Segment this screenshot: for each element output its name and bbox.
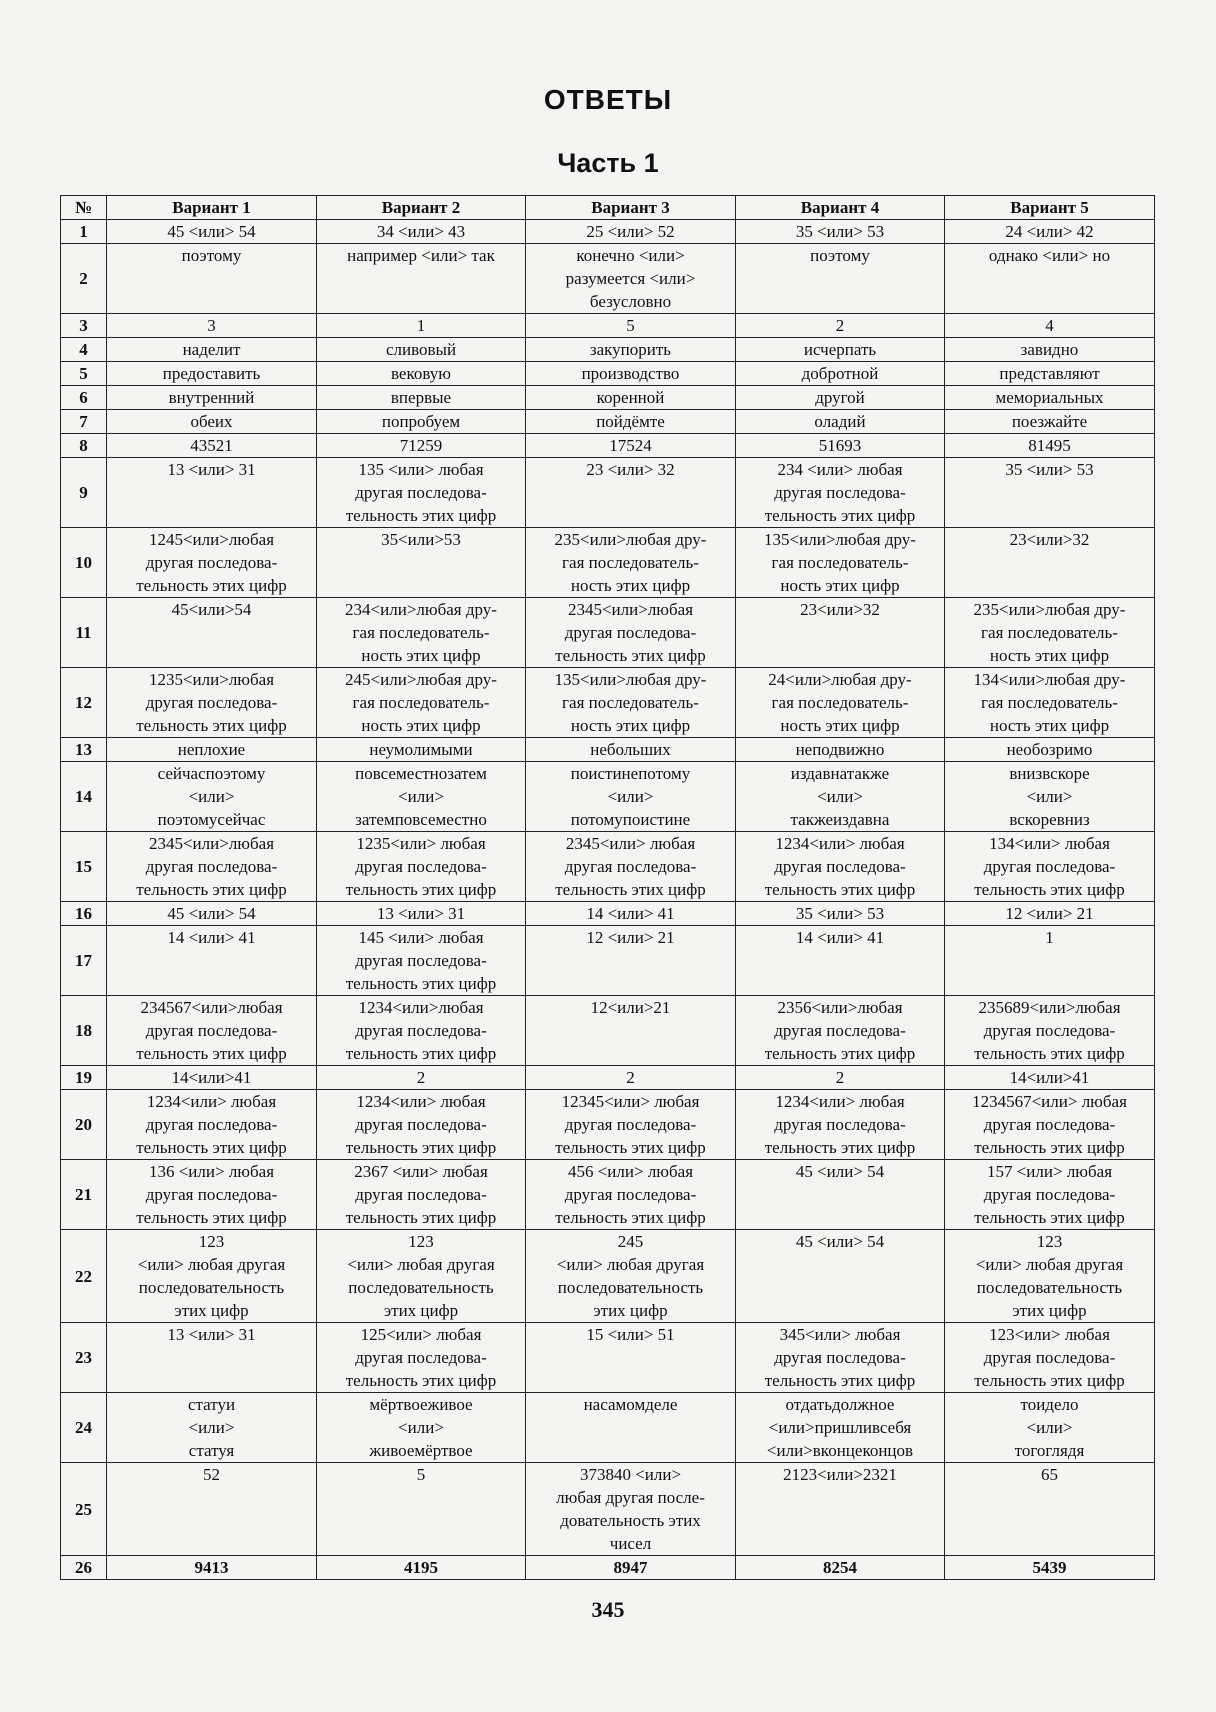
table-row [61, 926, 1155, 996]
answer-cell-variant-3: 135<или>любая дру- гая последователь- ность этих цифр [526, 668, 736, 738]
table-row [61, 1556, 1155, 1580]
row-number: 23 [61, 1323, 107, 1393]
answer-cell-variant-2: впервые [317, 386, 526, 410]
header-variant-1: Вариант 1 [107, 196, 317, 220]
answer-cell-variant-4: исчерпать [736, 338, 945, 362]
answer-cell-variant-1: 45 <или> 54 [107, 220, 317, 244]
answer-cell-variant-2: 245<или>любая дру- гая последователь- ность этих цифр [317, 668, 526, 738]
answer-cell-variant-5: 235689<или>любая другая последова- тельность этих цифр [945, 996, 1155, 1066]
answer-cell-variant-1: 1245<или>любая другая последова- тельность этих цифр [107, 528, 317, 598]
answer-cell-variant-4: другой [736, 386, 945, 410]
answer-cell-variant-2: сливовый [317, 338, 526, 362]
answer-cell-variant-3: 15 <или> 51 [526, 1323, 736, 1393]
row-number: 18 [61, 996, 107, 1066]
answer-cell-variant-1: 123 <или> любая другая последовательность этих цифр [107, 1230, 317, 1323]
table-row [61, 598, 1155, 668]
answer-cell-variant-5: мемориальных [945, 386, 1155, 410]
answer-cell-variant-1: сейчаспоэтому <или> поэтомусейчас [107, 762, 317, 832]
answer-cell-variant-2: 1 [317, 314, 526, 338]
answer-cell-variant-2: 71259 [317, 434, 526, 458]
answer-cell-variant-2: 125<или> любая другая последова- тельность этих цифр [317, 1323, 526, 1393]
row-number: 8 [61, 434, 107, 458]
row-number: 20 [61, 1090, 107, 1160]
answer-cell-variant-2: 4195 [317, 1556, 526, 1580]
table-row [61, 1393, 1155, 1463]
row-number: 15 [61, 832, 107, 902]
answer-cell-variant-5: тоидело <или> тогоглядя [945, 1393, 1155, 1463]
row-number: 10 [61, 528, 107, 598]
answer-cell-variant-1: 52 [107, 1463, 317, 1556]
row-number: 17 [61, 926, 107, 996]
answers-body [61, 220, 1155, 1580]
answer-cell-variant-4: 14 <или> 41 [736, 926, 945, 996]
answer-cell-variant-5: однако <или> но [945, 244, 1155, 314]
table-row [61, 1066, 1155, 1090]
answer-cell-variant-4: 24<или>любая дру- гая последователь- ность этих цифр [736, 668, 945, 738]
table-row [61, 1160, 1155, 1230]
answer-cell-variant-3: коренной [526, 386, 736, 410]
answer-cell-variant-3: поистинепотому <или> потомупоистине [526, 762, 736, 832]
answer-cell-variant-4: 2 [736, 314, 945, 338]
row-number: 1 [61, 220, 107, 244]
answer-cell-variant-5: поезжайте [945, 410, 1155, 434]
answer-cell-variant-3: 12<или>21 [526, 996, 736, 1066]
answer-cell-variant-5: 1 [945, 926, 1155, 996]
row-number: 24 [61, 1393, 107, 1463]
answer-cell-variant-5: внизвскоре <или> вскоревниз [945, 762, 1155, 832]
answer-cell-variant-5: 14<или>41 [945, 1066, 1155, 1090]
answer-cell-variant-4: 51693 [736, 434, 945, 458]
answer-cell-variant-5: 24 <или> 42 [945, 220, 1155, 244]
answers-table [60, 195, 1155, 1580]
answer-cell-variant-4: неподвижно [736, 738, 945, 762]
table-row [61, 1463, 1155, 1556]
answer-cell-variant-4: 135<или>любая дру- гая последователь- ность этих цифр [736, 528, 945, 598]
answer-cell-variant-1: 2345<или>любая другая последова- тельность этих цифр [107, 832, 317, 902]
answer-cell-variant-1: 14<или>41 [107, 1066, 317, 1090]
answer-cell-variant-3: 2345<или>любая другая последова- тельность этих цифр [526, 598, 736, 668]
answer-cell-variant-5: 157 <или> любая другая последова- тельность этих цифр [945, 1160, 1155, 1230]
answer-cell-variant-2: 234<или>любая дру- гая последователь- ность этих цифр [317, 598, 526, 668]
answer-cell-variant-4: 35 <или> 53 [736, 902, 945, 926]
answer-cell-variant-4: 2 [736, 1066, 945, 1090]
page-title: ОТВЕТЫ [543, 84, 673, 115]
answer-cell-variant-3: 456 <или> любая другая последова- тельность этих цифр [526, 1160, 736, 1230]
row-number: 7 [61, 410, 107, 434]
answer-cell-variant-1: 136 <или> любая другая последова- тельность этих цифр [107, 1160, 317, 1230]
table-row [61, 762, 1155, 832]
answer-cell-variant-1: поэтому [107, 244, 317, 314]
table-row [61, 458, 1155, 528]
header-variant-5: Вариант 5 [945, 196, 1155, 220]
answer-cell-variant-1: 13 <или> 31 [107, 458, 317, 528]
answer-cell-variant-3: насамомделе [526, 1393, 736, 1463]
row-number: 3 [61, 314, 107, 338]
answer-cell-variant-1: 14 <или> 41 [107, 926, 317, 996]
answer-cell-variant-3: 2345<или> любая другая последова- тельность этих цифр [526, 832, 736, 902]
answer-cell-variant-4: оладий [736, 410, 945, 434]
answer-cell-variant-1: 1234<или> любая другая последова- тельность этих цифр [107, 1090, 317, 1160]
answer-cell-variant-2: 34 <или> 43 [317, 220, 526, 244]
answer-cell-variant-3: закупорить [526, 338, 736, 362]
answer-cell-variant-4: 35 <или> 53 [736, 220, 945, 244]
answer-cell-variant-5: завидно [945, 338, 1155, 362]
row-number: 25 [61, 1463, 107, 1556]
answer-cell-variant-1: 3 [107, 314, 317, 338]
row-number: 6 [61, 386, 107, 410]
answer-cell-variant-3: 235<или>любая дру- гая последователь- ность этих цифр [526, 528, 736, 598]
answer-cell-variant-1: неплохие [107, 738, 317, 762]
table-row [61, 386, 1155, 410]
table-row [61, 338, 1155, 362]
answer-cell-variant-4: 234 <или> любая другая последова- тельность этих цифр [736, 458, 945, 528]
header-number: № [61, 196, 107, 220]
answer-cell-variant-1: статуи <или> статуя [107, 1393, 317, 1463]
answer-cell-variant-3: 373840 <или> любая другая после- довательность этих чисел [526, 1463, 736, 1556]
answer-cell-variant-2: попробуем [317, 410, 526, 434]
answer-cell-variant-1: 234567<или>любая другая последова- тельность этих цифр [107, 996, 317, 1066]
answer-cell-variant-1: предоставить [107, 362, 317, 386]
answer-cell-variant-4: 8254 [736, 1556, 945, 1580]
table-row [61, 738, 1155, 762]
row-number: 21 [61, 1160, 107, 1230]
answer-cell-variant-4: поэтому [736, 244, 945, 314]
answer-cell-variant-2: 5 [317, 1463, 526, 1556]
answer-cell-variant-1: 9413 [107, 1556, 317, 1580]
answer-cell-variant-2: мёртвоеживое <или> живоемёртвое [317, 1393, 526, 1463]
row-number: 13 [61, 738, 107, 762]
table-row [61, 410, 1155, 434]
table-row [61, 434, 1155, 458]
table-row [61, 668, 1155, 738]
table-row [61, 1090, 1155, 1160]
answer-cell-variant-5: 4 [945, 314, 1155, 338]
answer-cell-variant-4: добротной [736, 362, 945, 386]
answer-cell-variant-3: 245 <или> любая другая последовательность этих цифр [526, 1230, 736, 1323]
answer-cell-variant-4: 1234<или> любая другая последова- тельность этих цифр [736, 1090, 945, 1160]
answer-cell-variant-1: 43521 [107, 434, 317, 458]
answer-cell-variant-4: издавнатакже <или> такжеиздавна [736, 762, 945, 832]
row-number: 14 [61, 762, 107, 832]
answer-cell-variant-4: отдатьдолжное <или>пришливсебя <или>вконцеконцов [736, 1393, 945, 1463]
answer-cell-variant-5: 23<или>32 [945, 528, 1155, 598]
answer-cell-variant-5: 12 <или> 21 [945, 902, 1155, 926]
answer-cell-variant-5: 134<или> любая другая последова- тельность этих цифр [945, 832, 1155, 902]
answer-cell-variant-2: 2367 <или> любая другая последова- тельность этих цифр [317, 1160, 526, 1230]
table-row [61, 220, 1155, 244]
row-number: 26 [61, 1556, 107, 1580]
header-variant-4: Вариант 4 [736, 196, 945, 220]
answer-cell-variant-3: 17524 [526, 434, 736, 458]
row-number: 16 [61, 902, 107, 926]
answer-cell-variant-2: 123 <или> любая другая последовательность этих цифр [317, 1230, 526, 1323]
answer-cell-variant-3: конечно <или> разумеется <или> безусловно [526, 244, 736, 314]
table-row [61, 1230, 1155, 1323]
answer-cell-variant-3: 14 <или> 41 [526, 902, 736, 926]
answer-cell-variant-1: 45 <или> 54 [107, 902, 317, 926]
answer-cell-variant-5: 65 [945, 1463, 1155, 1556]
table-header-row [61, 196, 1155, 220]
answer-cell-variant-4: 45 <или> 54 [736, 1230, 945, 1323]
answer-cell-variant-2: 145 <или> любая другая последова- тельность этих цифр [317, 926, 526, 996]
answer-cell-variant-4: 345<или> любая другая последова- тельность этих цифр [736, 1323, 945, 1393]
answer-cell-variant-3: 12345<или> любая другая последова- тельность этих цифр [526, 1090, 736, 1160]
answer-cell-variant-3: 12 <или> 21 [526, 926, 736, 996]
answer-cell-variant-3: небольших [526, 738, 736, 762]
table-row [61, 902, 1155, 926]
answer-cell-variant-1: внутренний [107, 386, 317, 410]
answer-cell-variant-5: 123 <или> любая другая последовательность этих цифр [945, 1230, 1155, 1323]
answer-cell-variant-2: 135 <или> любая другая последова- тельность этих цифр [317, 458, 526, 528]
answer-cell-variant-5: необозримо [945, 738, 1155, 762]
answer-cell-variant-5: 81495 [945, 434, 1155, 458]
table-row [61, 528, 1155, 598]
answer-cell-variant-1: 13 <или> 31 [107, 1323, 317, 1393]
answer-cell-variant-3: пойдёмте [526, 410, 736, 434]
answer-cell-variant-4: 2356<или>любая другая последова- тельность этих цифр [736, 996, 945, 1066]
answer-cell-variant-3: 25 <или> 52 [526, 220, 736, 244]
answer-cell-variant-4: 23<или>32 [736, 598, 945, 668]
answer-cell-variant-5: 123<или> любая другая последова- тельность этих цифр [945, 1323, 1155, 1393]
answer-cell-variant-3: 5 [526, 314, 736, 338]
row-number: 11 [61, 598, 107, 668]
header-variant-3: Вариант 3 [526, 196, 736, 220]
answer-cell-variant-2: неумолимыми [317, 738, 526, 762]
answer-cell-variant-5: 35 <или> 53 [945, 458, 1155, 528]
answer-cell-variant-5: 235<или>любая дру- гая последователь- ность этих цифр [945, 598, 1155, 668]
answer-cell-variant-2: 13 <или> 31 [317, 902, 526, 926]
row-number: 4 [61, 338, 107, 362]
row-number: 19 [61, 1066, 107, 1090]
table-row [61, 314, 1155, 338]
answer-cell-variant-5: представляют [945, 362, 1155, 386]
table-row [61, 1323, 1155, 1393]
answer-cell-variant-3: 8947 [526, 1556, 736, 1580]
answer-cell-variant-1: обеих [107, 410, 317, 434]
answer-cell-variant-5: 1234567<или> любая другая последова- тельность этих цифр [945, 1090, 1155, 1160]
answer-cell-variant-3: 23 <или> 32 [526, 458, 736, 528]
table-row [61, 832, 1155, 902]
section-title: Часть 1 [557, 148, 659, 178]
row-number: 9 [61, 458, 107, 528]
answer-cell-variant-2: например <или> так [317, 244, 526, 314]
row-number: 2 [61, 244, 107, 314]
answer-cell-variant-2: 35<или>53 [317, 528, 526, 598]
answer-cell-variant-2: 2 [317, 1066, 526, 1090]
row-number: 22 [61, 1230, 107, 1323]
answer-cell-variant-2: вековую [317, 362, 526, 386]
page-number: 345 [591, 1597, 625, 1622]
answer-cell-variant-2: повсеместнозатем <или> затемповсеместно [317, 762, 526, 832]
answer-cell-variant-2: 1235<или> любая другая последова- тельность этих цифр [317, 832, 526, 902]
answer-cell-variant-2: 1234<или>любая другая последова- тельность этих цифр [317, 996, 526, 1066]
answer-cell-variant-4: 2123<или>2321 [736, 1463, 945, 1556]
answer-cell-variant-5: 134<или>любая дру- гая последователь- ность этих цифр [945, 668, 1155, 738]
answer-cell-variant-1: наделит [107, 338, 317, 362]
answer-cell-variant-4: 1234<или> любая другая последова- тельность этих цифр [736, 832, 945, 902]
answer-cell-variant-3: производство [526, 362, 736, 386]
answer-cell-variant-4: 45 <или> 54 [736, 1160, 945, 1230]
header-variant-2: Вариант 2 [317, 196, 526, 220]
table-row [61, 362, 1155, 386]
answer-cell-variant-3: 2 [526, 1066, 736, 1090]
row-number: 12 [61, 668, 107, 738]
table-row [61, 244, 1155, 314]
table-row [61, 996, 1155, 1066]
answer-cell-variant-5: 5439 [945, 1556, 1155, 1580]
answer-cell-variant-1: 45<или>54 [107, 598, 317, 668]
answer-cell-variant-1: 1235<или>любая другая последова- тельность этих цифр [107, 668, 317, 738]
row-number: 5 [61, 362, 107, 386]
answer-cell-variant-2: 1234<или> любая другая последова- тельность этих цифр [317, 1090, 526, 1160]
